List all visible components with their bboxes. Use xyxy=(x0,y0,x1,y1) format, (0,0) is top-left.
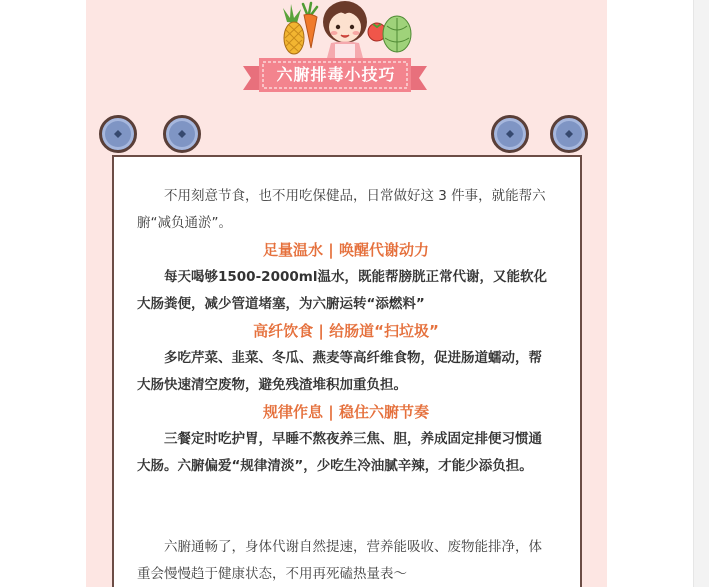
pineapple-icon xyxy=(283,4,304,54)
closing-paragraph: 六腑通畅了，身体代谢自然提速，营养能吸收、废物能排净，体重会慢慢趋于健康状态，不用再死磕热量表～ xyxy=(137,539,542,582)
section-heading-fiber: 高纤饮食 | 给肠道“扫垃圾” xyxy=(253,322,439,340)
girl-icon xyxy=(323,1,367,58)
article-content xyxy=(137,183,555,587)
section-body-fiber: 多吃芹菜、韭菜、冬瓜、燕麦等高纤维食物，促进肠道蠕动，帮大肠快速清空废物，避免残渣堆积加重负担。 xyxy=(137,350,542,393)
rivet-icon xyxy=(163,115,201,153)
spacer xyxy=(137,507,555,534)
intro-paragraph: 不用刻意节食，也不用吃保健品，日常做好这 3 件事，就能帮六腑“减负通淤”。 xyxy=(137,188,546,231)
rivet-icon xyxy=(550,115,588,153)
banner-title: 六腑排毒小技巧 xyxy=(276,65,396,84)
girl-with-vegetables-illustration xyxy=(279,0,414,58)
section-body-routine: 三餐定时吃护胃，早睡不熬夜养三焦、胆，养成固定排便习惯通大肠。六腑偏爱“规律清淡”，少吃生冷油腻辛辣，才能少添负担。 xyxy=(137,431,542,474)
section-heading-water: 足量温水 | 唤醒代谢动力 xyxy=(263,241,429,259)
spacer xyxy=(137,480,555,507)
rivet-icon xyxy=(99,115,137,153)
scrollbar[interactable] xyxy=(693,0,709,587)
vegetable-icon xyxy=(368,16,411,52)
section-heading-routine: 规律作息 | 稳住六腑节奏 xyxy=(263,403,429,421)
rivet-icon xyxy=(491,115,529,153)
section-body-water: 每天喝够1500-2000ml温水，既能帮膀胱正常代谢，又能软化大肠粪便，减少管道堵塞，为六腑运转“添燃料” xyxy=(137,269,547,312)
carrot-icon xyxy=(303,3,317,48)
